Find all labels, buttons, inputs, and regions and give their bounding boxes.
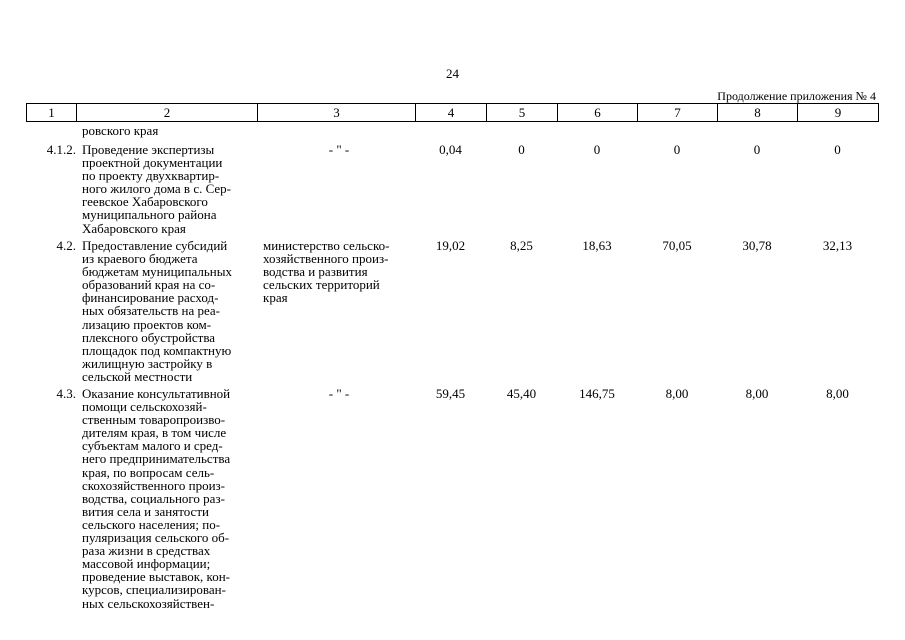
text-line: проведение выставок, кон- (82, 569, 230, 585)
text-line: лизацию проектов ком- (82, 316, 212, 332)
cell-col-6: 146,75 (579, 386, 615, 401)
cell-col-8: 30,78 (742, 238, 772, 253)
text-line: министерство сельско- (263, 238, 390, 253)
cell-col-8: 0 (753, 142, 761, 157)
text-line: края (263, 290, 288, 305)
cell-col-4: 0,04 (439, 142, 462, 157)
text-line: ных сельскохозяйствен- (82, 595, 215, 611)
text-line: ных обязательств на реа- (82, 303, 220, 319)
text-line: массовой информации; (82, 556, 211, 572)
row-description (82, 387, 257, 610)
text-line: проектной документации (82, 155, 223, 171)
text-line: водства, социального раз- (82, 490, 225, 506)
text-line: хозяйственного произ- (263, 251, 389, 266)
row-description (82, 143, 257, 235)
cell-col-9: 8,00 (826, 386, 849, 401)
text-line: - " - (328, 386, 350, 401)
text-line: сельского населения; по- (82, 516, 221, 532)
header-col-5: 5 (487, 104, 558, 122)
header-col-6: 6 (558, 104, 638, 122)
text-line: Проведение экспертизы (82, 142, 215, 157)
row-description (82, 239, 257, 383)
cell-col-4: 19,02 (435, 238, 466, 253)
text-line: образований края на со- (82, 277, 216, 293)
cell-col-5: 8,25 (510, 238, 533, 253)
text-line: финансирование расход- (82, 290, 219, 306)
text-line: из краевого бюджета (82, 251, 198, 267)
text-line: ственным товаропроизво- (82, 412, 226, 428)
header-col-9: 9 (798, 104, 879, 122)
text-line: геевское Хабаровского (82, 194, 208, 210)
text-line: площадок под компактную (82, 342, 232, 358)
row-number: 4.1.2. (46, 142, 76, 157)
text-line: водства и развития (263, 264, 368, 279)
text-line: бюджетам муниципальных (82, 264, 232, 280)
text-line: вития села и занятости (82, 503, 209, 519)
row-number: 4.2. (56, 238, 76, 253)
cell-col-4: 59,45 (435, 386, 466, 401)
cell-col-6: 18,63 (582, 238, 612, 253)
text-line: по проекту двухквартир- (82, 168, 220, 184)
text-line: сельских территорий (263, 277, 380, 292)
text-line: Оказание консультативной (82, 386, 231, 401)
header-col-8: 8 (718, 104, 798, 122)
row-executor (263, 239, 415, 304)
cell-col-5: 0 (518, 142, 525, 157)
text-line: субъектам малого и сред- (82, 438, 223, 454)
text-line: скохозяйственного произ- (82, 477, 226, 493)
text-line: муниципального района (82, 207, 217, 223)
text-line: плексного обустройства (82, 329, 216, 345)
cell-col-7: 70,05 (662, 238, 692, 253)
header-col-3: 3 (258, 104, 416, 122)
text-line: жилищную застройку в (82, 355, 213, 371)
cell-col-5: 45,40 (506, 386, 537, 401)
page-number: 24 (446, 66, 459, 81)
text-line: раза жизни в средствах (82, 543, 211, 559)
text-line: него предпринимательства (82, 451, 231, 467)
header-col-7: 7 (638, 104, 718, 122)
text-line: ного жилого дома в с. Сер- (82, 181, 232, 197)
header-col-4: 4 (416, 104, 487, 122)
header-col-2: 2 (77, 104, 258, 122)
table-header (26, 103, 879, 122)
row-executor (263, 387, 415, 400)
text-line: сельской местности (82, 368, 193, 384)
text-line: Предоставление субсидий (82, 238, 228, 253)
cell-col-9: 32,13 (822, 238, 853, 253)
cell-col-8: 8,00 (745, 386, 769, 401)
row-number: 4.3. (56, 386, 76, 401)
carryover-text: ровского края (82, 123, 159, 138)
continuation-note: Продолжение приложения № 4 (717, 89, 876, 103)
text-line: помощи сельскохозяй- (82, 399, 207, 415)
text-line: пуляризация сельского об- (82, 530, 230, 546)
cell-col-7: 8,00 (665, 386, 689, 401)
text-line: - " - (328, 142, 350, 157)
cell-col-9: 0 (834, 142, 841, 157)
text-line: курсов, специализирован- (82, 582, 226, 598)
text-line: края, по вопросам сель- (82, 464, 215, 480)
text-line: дителям края, в том числе (82, 425, 227, 441)
text-line: Хабаровского края (82, 220, 186, 236)
header-col-1: 1 (27, 104, 77, 122)
cell-col-6: 0 (593, 142, 601, 157)
row-executor (263, 143, 415, 156)
cell-col-7: 0 (673, 142, 681, 157)
